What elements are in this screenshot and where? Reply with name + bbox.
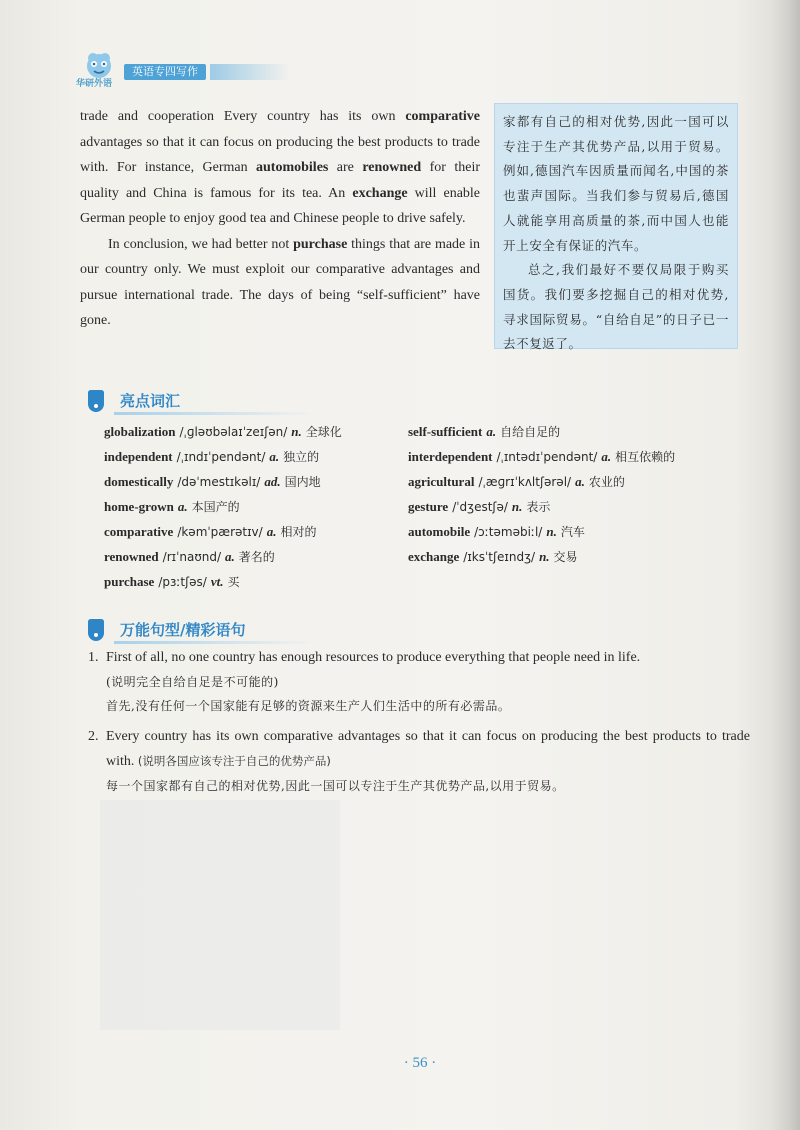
vocab-entry: domestically /dəˈmestɪkəlɪ/ ad. 国内地 [104, 474, 321, 489]
essay-body [80, 104, 480, 334]
page-spine-shadow [770, 0, 800, 1130]
heading-underline [114, 641, 314, 644]
vocab-entry: self-sufficient a. 自给自足的 [408, 424, 561, 439]
sentence-translation: 首先,没有任何一个国家能有足够的资源来生产人们生活中的所有必需品。 [106, 699, 511, 713]
vocab-entry: purchase /pɜːtʃəs/ vt. 买 [104, 574, 240, 589]
vocab-entry: gesture /ˈdʒestʃə/ n. 表示 [408, 499, 551, 514]
translation-paragraph: 总之,我们最好不要仅局限于购买国货。我们要多挖掘自己的相对优势,寻求国际贸易。“自给自足”的日子已一去不复返了。 [503, 262, 729, 352]
heading-underline [114, 412, 314, 415]
translation-box [494, 103, 738, 352]
sentence-list [88, 645, 750, 804]
sentence-item [88, 724, 750, 798]
section-title: 亮点词汇 [120, 392, 181, 410]
vocab-entry: exchange /ɪksˈtʃeɪndʒ/ n. 交易 [408, 549, 578, 564]
vocab-entry: renowned /rɪˈnaʊnd/ a. 著名的 [104, 549, 275, 564]
page-number: · 56 · [403, 1055, 437, 1071]
vocab-entry: comparative /kəmˈpærətɪv/ a. 相对的 [104, 524, 317, 539]
highlight-word: automobiles [256, 160, 329, 175]
sentence-translation: 每一个国家都有自己的相对优势,因此一国可以专注于生产其优势产品,以用于贸易。 [106, 779, 565, 793]
essay-paragraph: trade and cooperation Every country has its own comparative advantages so that it can focus on producing the best products to trade with. For instance, German automobiles are renowned for their quality and China is famous for its tea. An exchange will enable German people to enjoy good tea and Chinese people to drive safely. [80, 109, 481, 226]
highlight-word: exchange [352, 185, 408, 201]
sentence-note: (说明完全自给自足是不可能的) [106, 675, 279, 689]
sentence-note: (说明各国应该专注于自己的优势产品) [137, 754, 331, 768]
book-series-tag: 英语专四写作 [124, 64, 206, 80]
vocab-entry: agricultural /ˌæɡrɪˈkʌltʃərəl/ a. 农业的 [408, 474, 625, 489]
bookmark-icon [88, 390, 104, 412]
vocab-list-right [408, 419, 675, 569]
highlight-word: purchase [293, 236, 348, 252]
vocab-entry: automobile /ɔːtəməbiːl/ n. 汽车 [408, 524, 585, 539]
highlight-word: renowned [362, 160, 422, 175]
vocab-entry: globalization /ˌɡləʊbəlaɪˈzeɪʃən/ n. 全球化 [104, 424, 342, 439]
sentence-english: 2. Every country has its own comparative advantages so that it can focus on producing the best products to trade with. (说明各国应该专注于自己的优势产品) [88, 729, 750, 769]
sentence-english: 1. First of all, no one country has enough resources to produce everything that people need in life. [88, 650, 641, 665]
highlight-word: comparative [405, 109, 480, 124]
vocab-entry: independent /ˌɪndɪˈpendənt/ a. 独立的 [104, 449, 320, 464]
publisher-logo-text: 华研外语 [76, 79, 113, 89]
translation-paragraph: 家都有自己的相对优势,因此一国可以专注于生产其优势产品,以用于贸易。例如,德国汽车因质量而闻名,中国的茶也蜚声国际。当我们参与贸易后,德国人就能享用高质量的茶,而中国人也能开上安全有保证的汽车。 [503, 114, 729, 253]
sentence-item [88, 645, 750, 718]
bookmark-icon [88, 619, 104, 641]
bleed-through-shading [100, 800, 340, 1030]
essay-paragraph: In conclusion, we had better not purchase things that are made in our country only. We must exploit our comparative advantages and pursue international trade. The days of being “self-sufficient” have gone. [80, 236, 480, 328]
section-title: 万能句型/精彩语句 [120, 621, 246, 639]
header-decoration [210, 64, 290, 80]
vocab-entry: home-grown a. 本国产的 [104, 499, 240, 514]
vocab-entry: interdependent /ˌɪntədɪˈpendənt/ a. 相互依赖的 [408, 449, 676, 464]
vocab-list-left [104, 419, 342, 594]
